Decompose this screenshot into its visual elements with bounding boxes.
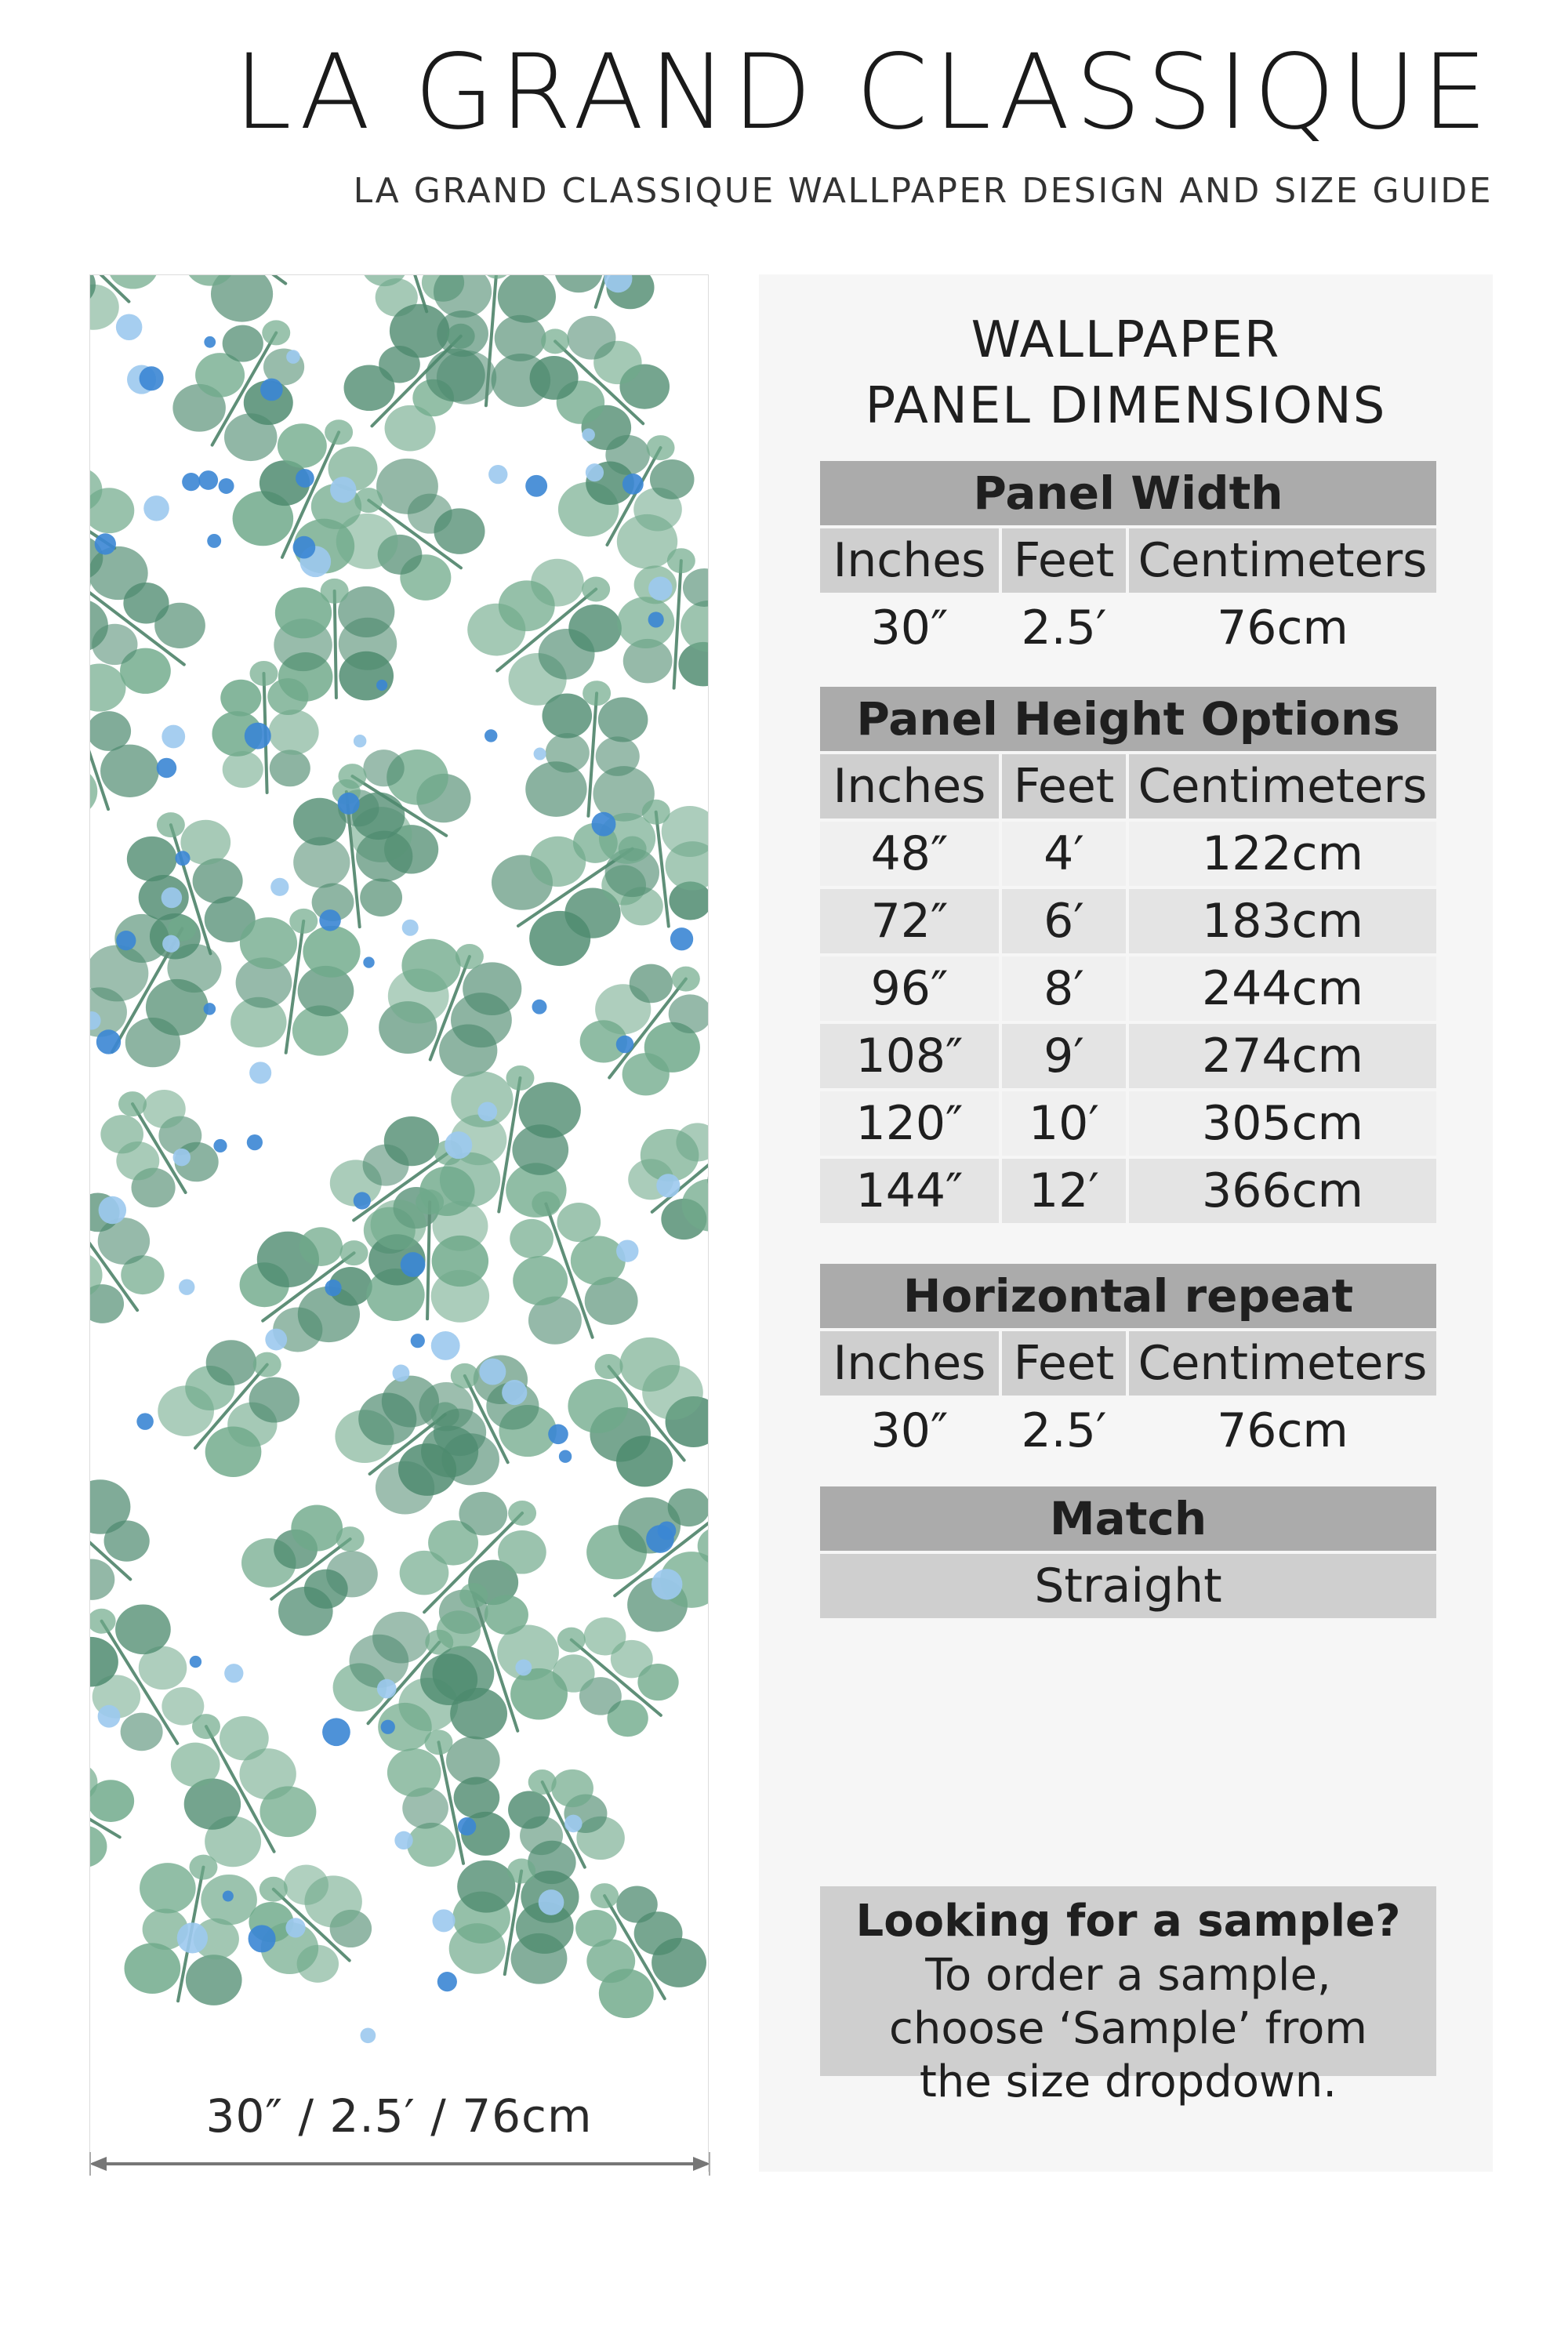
eucalyptus-leaf (508, 1501, 536, 1526)
col-feet: Feet (1002, 754, 1126, 818)
column-header-row (820, 1331, 1436, 1396)
berry-dot (363, 956, 374, 967)
berry-dot (265, 1329, 287, 1351)
eucalyptus-pattern (90, 275, 708, 2053)
eucalyptus-leaf (451, 1363, 479, 1388)
eucalyptus-leaf (299, 1227, 343, 1266)
eucalyptus-leaf (459, 1583, 488, 1608)
eucalyptus-leaf (485, 1595, 528, 1634)
eucalyptus-leaf (303, 926, 360, 978)
eucalyptus-leaf (223, 751, 263, 788)
value-inches: 30″ (870, 1403, 949, 1458)
eucalyptus-leaf (506, 1065, 534, 1091)
eucalyptus-leaf (363, 750, 404, 786)
eucalyptus-leaf (284, 1865, 328, 1905)
berry-dot (207, 534, 221, 548)
berry-dot (190, 1656, 201, 1668)
col-feet: Feet (1002, 528, 1126, 593)
berry-dot (616, 1240, 638, 1261)
eucalyptus-leaf (270, 750, 310, 786)
eucalyptus-leaf (616, 1886, 657, 1922)
eucalyptus-leaf (267, 678, 308, 715)
berry-dot (173, 1149, 191, 1166)
col-inches: Inches (820, 528, 999, 593)
col-feet: Feet (1002, 1331, 1126, 1396)
eucalyptus-leaf (121, 1713, 163, 1751)
berry-dot (401, 1252, 426, 1277)
eucalyptus-leaf (372, 1612, 430, 1664)
berry-dot (488, 465, 507, 484)
dimensions-title-line1: WALLPAPER (971, 311, 1281, 369)
value-centimeters: 183cm (1129, 889, 1436, 953)
eucalyptus-leaf (683, 568, 708, 607)
horizontal-repeat-heading: Horizontal repeat (820, 1264, 1436, 1328)
eucalyptus-leaf (681, 601, 708, 652)
value-feet: 8′ (1002, 956, 1126, 1021)
berry-dot (592, 812, 616, 837)
table-row (820, 1024, 1436, 1088)
value-centimeters: 244cm (1129, 956, 1436, 1021)
match-table (820, 1486, 1436, 1621)
berry-dot (245, 723, 271, 750)
eucalyptus-leaf (650, 459, 695, 499)
berry-dot (411, 1334, 425, 1348)
berry-dot (116, 931, 136, 950)
eucalyptus-leaf (446, 1737, 500, 1785)
berry-dot (502, 1380, 527, 1405)
berry-dot (652, 1569, 682, 1599)
eucalyptus-leaf (321, 579, 349, 604)
eucalyptus-leaf (568, 1379, 628, 1433)
col-inches: Inches (820, 754, 999, 818)
col-inches: Inches (820, 1331, 999, 1396)
eucalyptus-leaf (546, 733, 590, 773)
eucalyptus-leaf (590, 1883, 619, 1908)
eucalyptus-leaf (667, 548, 695, 573)
eucalyptus-leaf (541, 328, 569, 354)
sample-line-2: choose ‘Sample’ from (889, 2003, 1367, 2054)
value-inches: 30″ (870, 601, 949, 655)
table-row (820, 1091, 1436, 1156)
column-header-row (820, 754, 1436, 818)
value-centimeters: 366cm (1129, 1159, 1436, 1223)
eucalyptus-leaf (100, 1115, 143, 1153)
berry-dot (354, 1192, 371, 1209)
eucalyptus-leaf (240, 917, 297, 969)
eucalyptus-leaf (206, 1340, 256, 1385)
eucalyptus-leaf (642, 800, 670, 825)
eucalyptus-leaf (336, 1526, 365, 1552)
eucalyptus-leaf (619, 1338, 680, 1392)
eucalyptus-leaf (518, 1082, 580, 1138)
eucalyptus-leaf (326, 1551, 378, 1597)
value-feet: 10′ (1002, 1091, 1126, 1156)
eucalyptus-leaf (262, 320, 290, 345)
eucalyptus-stem (335, 591, 336, 698)
table-row (820, 822, 1436, 886)
eucalyptus-leaf (384, 1116, 439, 1166)
sample-info-box (820, 1886, 1436, 2107)
berry-dot (136, 1413, 154, 1430)
eucalyptus-leaf (528, 1769, 557, 1795)
berry-dot (338, 793, 360, 815)
eucalyptus-leaf (498, 1530, 546, 1574)
eucalyptus-leaf (220, 1716, 269, 1760)
sample-title: Looking for a sample? (855, 1896, 1401, 1947)
berry-dot (376, 680, 387, 691)
berry-dot (260, 379, 283, 401)
berry-dot (648, 612, 664, 627)
berry-dot (393, 1364, 410, 1381)
brand-tagline: LA GRAND CLASSIQUE WALLPAPER DESIGN AND SIZE GUIDE (353, 171, 1493, 211)
sample-line-3: the size dropdown. (919, 2056, 1338, 2107)
wallpaper-pattern-preview (90, 275, 708, 2053)
berry-dot (204, 1003, 216, 1015)
col-centimeters: Centimeters (1129, 528, 1436, 593)
eucalyptus-leaf (426, 348, 485, 401)
eucalyptus-leaf (90, 546, 148, 600)
eucalyptus-leaf (456, 944, 484, 969)
eucalyptus-leaf (340, 1240, 368, 1265)
eucalyptus-leaf (90, 1609, 116, 1634)
value-feet: 6′ (1002, 889, 1126, 953)
value-feet: 4′ (1002, 822, 1126, 886)
eucalyptus-leaf (278, 423, 327, 468)
berry-dot (354, 735, 366, 747)
berry-dot (198, 470, 218, 490)
berry-dot (548, 1424, 568, 1444)
berry-dot (325, 1279, 341, 1296)
eucalyptus-leaf (192, 1714, 220, 1739)
width-dimension-arrow (86, 2152, 713, 2176)
eucalyptus-leaf (143, 1090, 186, 1128)
match-heading: Match (820, 1486, 1436, 1551)
value-inches: 120″ (820, 1091, 999, 1156)
eucalyptus-leaf (513, 1256, 568, 1305)
berry-dot (247, 1134, 263, 1150)
berry-dot (177, 1922, 208, 1953)
eucalyptus-leaf (463, 962, 521, 1015)
berry-dot (437, 1972, 457, 1991)
dimensions-card (759, 274, 1493, 2172)
eucalyptus-leaf (459, 1492, 507, 1536)
eucalyptus-leaf (672, 967, 700, 992)
berry-dot (249, 1062, 271, 1083)
value-centimeters: 76cm (1217, 1403, 1348, 1458)
eucalyptus-leaf (157, 812, 185, 837)
value-centimeters: 122cm (1129, 822, 1436, 886)
eucalyptus-leaf (189, 1855, 217, 1880)
eucalyptus-leaf (289, 909, 318, 934)
value-inches: 48″ (820, 822, 999, 886)
berry-dot (319, 909, 341, 931)
horizontal-repeat-table (820, 1264, 1436, 1466)
eucalyptus-leaf (571, 1236, 626, 1285)
eucalyptus-leaf (530, 356, 579, 400)
berry-dot (182, 473, 200, 491)
berry-dot (99, 1196, 126, 1224)
eucalyptus-leaf (617, 597, 674, 648)
eucalyptus-leaf (498, 275, 556, 323)
eucalyptus-leaf (124, 1943, 180, 1994)
eucalyptus-leaf (193, 858, 243, 904)
berry-dot (670, 927, 693, 950)
berry-dot (479, 1359, 506, 1385)
berry-dot (213, 1139, 227, 1152)
eucalyptus-leaf (433, 1646, 495, 1701)
berry-dot (322, 1718, 350, 1746)
berry-dot (646, 1525, 674, 1553)
eucalyptus-leaf (568, 604, 622, 652)
eucalyptus-leaf (532, 1191, 560, 1216)
berry-dot (622, 474, 644, 495)
eucalyptus-leaf (416, 1189, 444, 1214)
berry-dot (564, 1815, 583, 1833)
eucalyptus-leaf (354, 488, 383, 513)
berry-dot (162, 887, 183, 909)
table-row (820, 889, 1436, 953)
value-centimeters: 76cm (1217, 601, 1348, 655)
eucalyptus-leaf (557, 1628, 586, 1653)
eucalyptus-leaf (360, 879, 402, 916)
eucalyptus-leaf (90, 1825, 107, 1867)
eucalyptus-leaf (223, 325, 263, 362)
eucalyptus-leaf (291, 1504, 343, 1551)
eucalyptus-leaf (419, 1382, 473, 1431)
eucalyptus-leaf (647, 435, 675, 460)
eucalyptus-leaf (387, 1748, 441, 1797)
eucalyptus-leaf (325, 419, 353, 445)
eucalyptus-leaf (352, 792, 405, 840)
eucalyptus-leaf (253, 1352, 281, 1377)
eucalyptus-leaf (553, 1654, 595, 1692)
berry-dot (98, 1705, 121, 1728)
berry-dot (431, 1331, 460, 1360)
eucalyptus-leaf (575, 1910, 616, 1947)
berry-dot (286, 350, 300, 364)
berry-dot (162, 725, 185, 749)
berry-dot (143, 495, 169, 521)
panel-height-heading: Panel Height Options (820, 687, 1436, 751)
value-inches: 108″ (820, 1024, 999, 1088)
table-row (820, 1399, 1436, 1463)
eucalyptus-leaf (260, 1877, 288, 1902)
col-centimeters: Centimeters (1129, 754, 1436, 818)
eucalyptus-leaf (171, 1743, 220, 1787)
berry-dot (402, 920, 419, 936)
eucalyptus-leaf (605, 435, 650, 475)
berry-dot (445, 1131, 472, 1159)
eucalyptus-leaf (596, 736, 640, 776)
berry-dot (157, 758, 177, 779)
berry-dot (582, 428, 594, 441)
value-feet: 9′ (1002, 1024, 1126, 1088)
eucalyptus-leaf (437, 1610, 481, 1650)
panel-width-heading: Panel Width (820, 461, 1436, 525)
eucalyptus-leaf (250, 661, 278, 686)
eucalyptus-leaf (115, 1604, 171, 1654)
berry-dot (162, 935, 180, 953)
value-inches: 96″ (820, 956, 999, 1021)
eucalyptus-leaf (507, 1858, 535, 1883)
eucalyptus-leaf (127, 837, 177, 881)
berry-dot (285, 1918, 305, 1937)
eucalyptus-leaf (508, 1791, 550, 1828)
berry-dot (176, 851, 191, 866)
eucalyptus-leaf (407, 1823, 456, 1867)
eucalyptus-leaf (186, 1955, 242, 2005)
eucalyptus-leaf (510, 1219, 554, 1258)
berry-dot (249, 1925, 276, 1952)
sample-line-1: To order a sample, (925, 1950, 1331, 2001)
berry-dot (648, 576, 673, 601)
match-value: Straight (820, 1554, 1436, 1618)
berry-dot (586, 463, 604, 481)
berry-dot (296, 469, 314, 488)
eucalyptus-leaf (582, 577, 610, 602)
brand-title: LA GRAND CLASSIQUE (234, 32, 1493, 153)
berry-dot (656, 1174, 680, 1197)
dimensions-title-line2: PANEL DIMENSIONS (865, 377, 1387, 435)
eucalyptus-leaf (424, 1730, 452, 1755)
eucalyptus-leaf (630, 964, 673, 1004)
berry-dot (179, 1279, 194, 1294)
berry-dot (559, 1450, 572, 1462)
berry-dot (140, 366, 164, 390)
eucalyptus-leaf (555, 275, 603, 292)
berry-dot (534, 748, 546, 760)
eucalyptus-leaf (542, 693, 592, 738)
berry-dot (616, 1036, 634, 1054)
eucalyptus-leaf (269, 710, 319, 755)
eucalyptus-leaf (336, 514, 398, 569)
berry-dot (477, 1102, 497, 1121)
berry-dot (433, 1909, 456, 1932)
berry-dot (330, 477, 356, 503)
berry-dot (515, 1659, 532, 1675)
berry-dot (525, 475, 547, 497)
value-inches: 72″ (820, 889, 999, 953)
berry-dot (293, 536, 316, 559)
eucalyptus-leaf (583, 681, 611, 706)
eucalyptus-leaf (457, 1860, 515, 1913)
eucalyptus-leaf (567, 316, 615, 360)
table-row (820, 1159, 1436, 1223)
berry-dot (204, 336, 216, 348)
berry-dot (96, 1029, 121, 1054)
panel-width-table (820, 461, 1436, 663)
berry-dot (394, 1831, 412, 1849)
berry-dot (381, 1720, 395, 1734)
eucalyptus-leaf (551, 1769, 593, 1807)
column-header-row (820, 528, 1436, 593)
table-row (820, 956, 1436, 1021)
berry-dot (361, 2027, 376, 2043)
berry-dot (224, 1664, 243, 1682)
panel-width-label: 30″ / 2.5′ / 76cm (205, 2089, 593, 2143)
berry-dot (377, 1679, 397, 1699)
table-row (820, 596, 1436, 660)
dimensions-title (759, 307, 1493, 439)
value-feet: 2.5′ (1021, 601, 1107, 655)
value-centimeters: 305cm (1129, 1091, 1436, 1156)
eucalyptus-leaf (595, 1354, 623, 1379)
eucalyptus-leaf (434, 275, 492, 318)
eucalyptus-leaf (249, 1377, 299, 1423)
berry-dot (95, 533, 116, 554)
eucalyptus-leaf (220, 680, 261, 717)
eucalyptus-leaf (90, 1559, 114, 1599)
eucalyptus-leaf (557, 1203, 601, 1242)
berry-dot (270, 878, 289, 896)
col-centimeters: Centimeters (1129, 1331, 1436, 1396)
value-inches: 144″ (820, 1159, 999, 1223)
eucalyptus-leaf (376, 459, 438, 514)
berry-dot (219, 478, 234, 494)
berry-dot (116, 314, 143, 340)
berry-dot (485, 729, 497, 742)
berry-dot (223, 1890, 234, 1901)
value-centimeters: 274cm (1129, 1024, 1436, 1088)
eucalyptus-leaf (584, 1617, 626, 1655)
eucalyptus-leaf (140, 1863, 196, 1913)
berry-dot (539, 1889, 564, 1915)
eucalyptus-leaf (100, 745, 159, 797)
eucalyptus-leaf (598, 697, 648, 742)
eucalyptus-leaf (118, 1091, 147, 1116)
panel-height-table (820, 687, 1436, 1226)
value-feet: 12′ (1002, 1159, 1126, 1223)
value-feet: 2.5′ (1021, 1403, 1107, 1458)
eucalyptus-leaf (401, 939, 460, 993)
berry-dot (532, 1000, 547, 1014)
eucalyptus-leaf (531, 559, 584, 607)
berry-dot (458, 1817, 476, 1835)
